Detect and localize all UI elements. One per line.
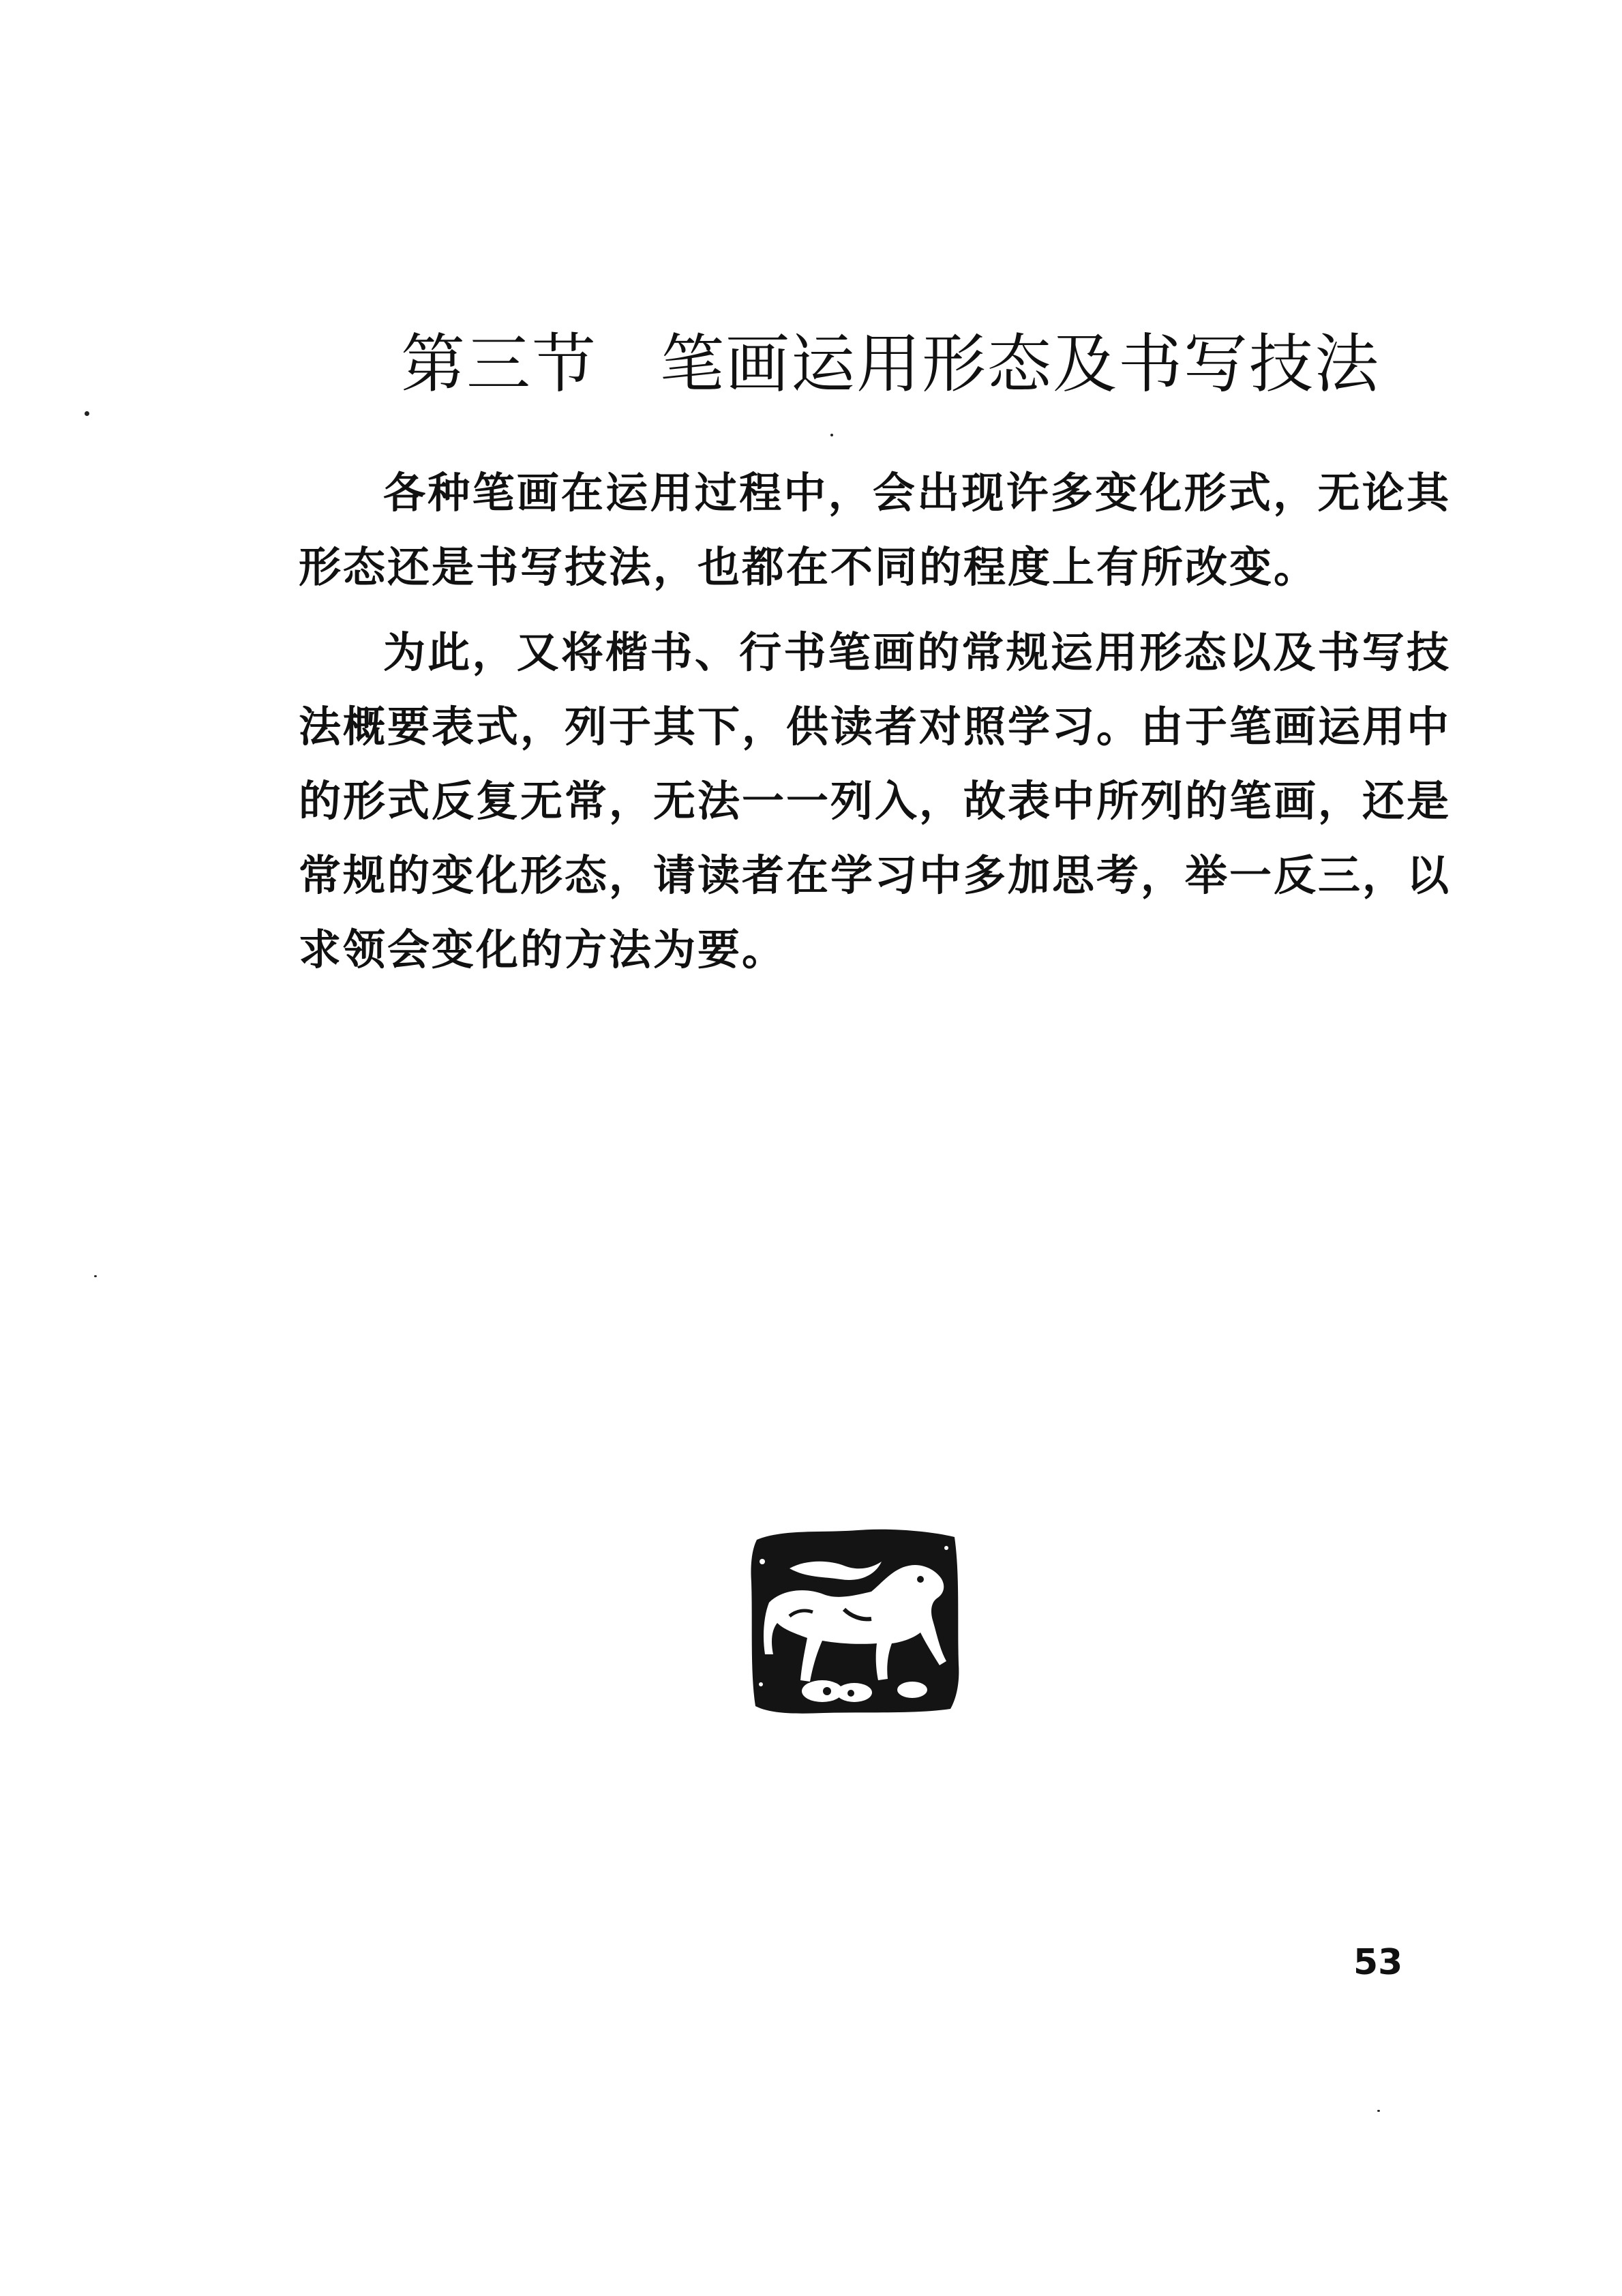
paragraph-2: 为此，又将楷书、行书笔画的常规运用形态以及书写技法概要表式，列于其下，供读者对照学习。由于笔画运用中的形式反复无常，无法一一列入，故表中所列的笔画，还是常规的变化形态，请读者在学习中多加思考，举一反三，以求领会变化的方法为要。 xyxy=(299,627,1452,974)
body-text xyxy=(299,456,1451,998)
scan-speck xyxy=(85,411,89,416)
page-number: 53 xyxy=(1353,1942,1403,1983)
scan-speck xyxy=(94,1275,97,1277)
horse-seal-icon xyxy=(742,1521,967,1718)
scan-speck xyxy=(830,434,833,436)
section-title: 笔画运用形态及书写技法 xyxy=(660,327,1381,402)
section-number: 第三节 xyxy=(401,327,598,402)
section-heading xyxy=(401,320,1424,409)
scan-speck xyxy=(1377,2110,1380,2112)
paragraph-1: 各种笔画在运用过程中，会出现许多变化形式，无论其形态还是书写技法，也都在不同的程度上有所改变。 xyxy=(299,468,1451,592)
